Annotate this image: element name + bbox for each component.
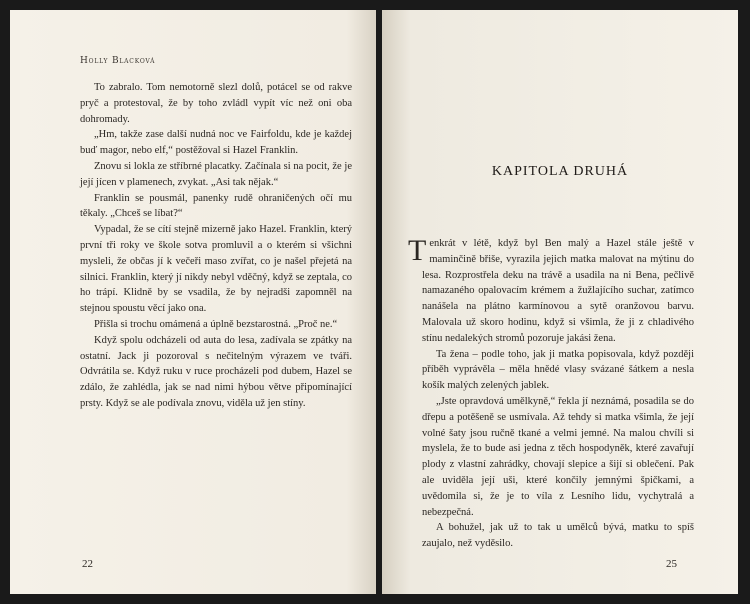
left-page (10, 10, 376, 594)
running-head: Holly Blacková (80, 56, 156, 66)
right-page (382, 10, 738, 594)
paragraph: Franklin se pousmál, panenky rudě ohraničených očí mu těkaly. „Chceš se líbat?“ (80, 192, 352, 220)
paragraph: Když spolu odcházeli od auta do lesa, zadívala se zpátky na ostatní. Jack ji pozoroval s nečitelným výrazem ve tváři. Odvrátila se. Když ruku v ruce procházeli pod dubem, Hazel se zdálo, že zahlédla, jak se nad nimi hýbou větve připomínající prsty. Když se ale podívala znovu, viděla už jen stíny. (80, 334, 352, 409)
paragraph: „Jste opravdová umělkyně,“ řekla jí neznámá, posadila se do dřepu a potěšeně se usmívala. Až tehdy si matka všimla, že její volné šaty jsou ručně tkané a velmi jemné. Na malou chvíli si myslela, že to bude asi jedna z těch hospodyněk, které zavařují plody z vlastní zahrádky, chovají slepice a šijí si oblečení. Pak ale uviděla její uši, které končily jemnými špičkami, a uvědomila si, že je to víla z Lesního lidu, vychytralá a nebezpečná. (422, 395, 694, 518)
paragraph: A bohužel, jak už to tak u umělců bývá, matku to spíš zaujalo, než vyděsilo. (422, 522, 694, 550)
left-body-text (80, 80, 352, 412)
paragraph: Přišla si trochu omámená a úplně bezstarostná. „Proč ne.“ (94, 318, 338, 330)
first-paragraph-text: enkrát v létě, když byl Ben malý a Hazel stále ještě v maminčině břiše, vyrazila jejich matka malovat na mýtinu do lesa. Rozprostřela deku na trávě a usadila na ni Bena, pečlivě namazaného opalovacím krémem a žužlajícího suchar, zatímco nanášela na plátno karmínovou a sytě oranžovou barvu. Malovala už skoro hodinu, když si všimla, že ji z chladivého stínu nedalekých stromů pozoruje jakási žena. (422, 238, 694, 344)
paragraph: „Hm, takže zase další nudná noc ve Fairfoldu, kde je každej buď magor, nebo elf,“ postěžoval si Hazel Franklin. (80, 129, 352, 157)
chapter-title: KAPITOLA DRUHÁ (491, 164, 629, 179)
page-number-left: 22 (82, 558, 93, 570)
paragraph: Ta žena – podle toho, jak ji matka popisovala, když později příběh vyprávěla – měla hnědé vlasy svázané šátkem a nesla košík malých zelených jablek. (422, 348, 694, 392)
first-paragraph (408, 234, 694, 347)
right-body-text (408, 234, 694, 552)
paragraph: To zabralo. Tom nemotorně slezl dolů, potácel se od rakve pryč a protestoval, že by toho zvládl vypít víc než oni oba dohromady. (80, 82, 352, 125)
paragraph: Vypadal, že se cítí stejně mizerně jako Hazel. Franklin, který první tři roky ve škole sotva promluvil a o kterém si všichni mysleli, že občas jí k večeři maso zvířat, co je našel přejetá na silnici. Franklin, který jí nikdy nebyl vděčný, když se zeptala, co ho trápí. Klidně by se vsadila, že by nejradši zapomněl na stejnou spoustu věcí jako ona. (80, 224, 352, 315)
drop-cap: T (408, 234, 427, 267)
paragraph: Znovu si lokla ze stříbrné placatky. Začínala si na pocit, že je její jícen v plamenech, zvykat. „Asi tak nějak.“ (80, 160, 352, 188)
page-number-right: 25 (666, 558, 677, 570)
